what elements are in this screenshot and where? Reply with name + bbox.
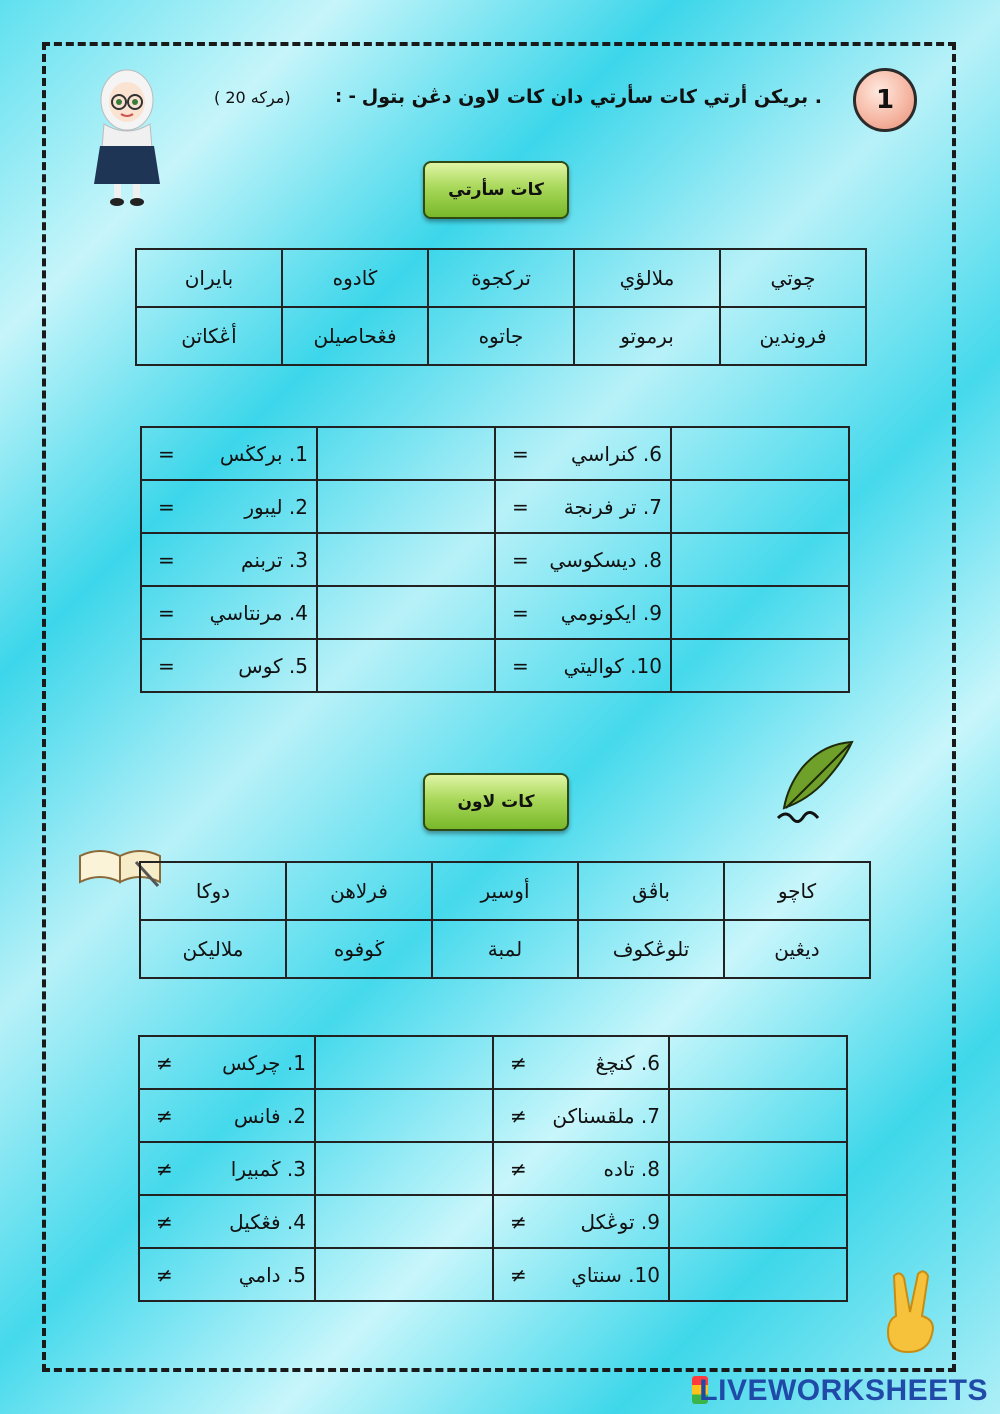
question-text: 6. کنچڠ <box>595 1050 660 1075</box>
word-bank-cell: فروندين <box>720 307 866 365</box>
answer-input-cell[interactable] <box>671 533 849 586</box>
question-text: 8. ديسکوسي <box>549 547 662 572</box>
question-cell <box>495 586 671 639</box>
question-cell <box>139 1248 315 1301</box>
not-equal-symbol: ≠ <box>510 1209 527 1234</box>
question-text: 10. سنتاي <box>571 1262 660 1287</box>
word-bank-cell: ملاليکن <box>140 920 286 978</box>
question-cell <box>139 1036 315 1089</box>
word-bank-row <box>140 920 870 978</box>
word-bank-cell: ديڠين <box>724 920 870 978</box>
question-text: 7. تر فرنجة <box>563 494 662 519</box>
question-text: 2. ليبور <box>244 494 308 519</box>
not-equal-symbol: ≠ <box>156 1156 173 1181</box>
word-bank-cell: فڠحاصيلن <box>282 307 428 365</box>
not-equal-symbol: ≠ <box>156 1103 173 1128</box>
question-cell <box>141 533 317 586</box>
not-equal-symbol: ≠ <box>156 1262 173 1287</box>
table-row <box>139 1248 847 1301</box>
equals-symbol: = <box>158 441 175 466</box>
question-cell <box>493 1036 669 1089</box>
not-equal-symbol: ≠ <box>510 1156 527 1181</box>
word-bank-cell: چوتي <box>720 249 866 307</box>
synonyms-word-bank <box>135 248 867 366</box>
equals-symbol: = <box>158 653 175 678</box>
answer-input-cell[interactable] <box>317 533 495 586</box>
table-row <box>141 427 849 480</box>
answer-input-cell[interactable] <box>669 1036 847 1089</box>
equals-symbol: = <box>158 600 175 625</box>
table-row <box>139 1142 847 1195</box>
question-text: 7. ملقسناکن <box>552 1103 660 1128</box>
not-equal-symbol: ≠ <box>156 1050 173 1075</box>
question-text: 8. تاده <box>603 1156 660 1181</box>
question-number-badge: 1 <box>853 68 917 132</box>
question-cell <box>495 427 671 480</box>
equals-symbol: = <box>512 600 529 625</box>
answer-input-cell[interactable] <box>317 586 495 639</box>
question-cell <box>141 586 317 639</box>
equals-symbol: = <box>512 494 529 519</box>
answer-input-cell[interactable] <box>671 586 849 639</box>
word-bank-row <box>136 249 866 307</box>
question-cell <box>141 427 317 480</box>
question-instruction: . بريکن أرتي کات سأرتي دان کات لاون دڠن بتول <box>361 86 822 108</box>
equals-symbol: = <box>512 547 529 572</box>
word-bank-cell: ڬوفوه <box>286 920 432 978</box>
girl-character-illustration <box>92 66 162 208</box>
question-text: 9. توڠکل <box>580 1209 660 1234</box>
word-bank-cell: فرلاهن <box>286 862 432 920</box>
question-cell <box>141 639 317 692</box>
question-text: 5. دامي <box>238 1262 306 1287</box>
table-row <box>139 1089 847 1142</box>
table-row <box>141 639 849 692</box>
question-cell <box>139 1195 315 1248</box>
word-bank-cell: دوکا <box>140 862 286 920</box>
word-bank-cell: برموتو <box>574 307 720 365</box>
antonyms-heading-button: کات لاون <box>423 773 569 831</box>
answer-input-cell[interactable] <box>317 639 495 692</box>
not-equal-symbol: ≠ <box>156 1209 173 1234</box>
answer-input-cell[interactable] <box>669 1089 847 1142</box>
word-bank-cell: ملالؤي <box>574 249 720 307</box>
answer-input-cell[interactable] <box>317 480 495 533</box>
instruction-separator: : - <box>335 86 356 107</box>
table-row <box>141 480 849 533</box>
question-text: 9. ايکونومي <box>560 600 662 625</box>
answer-input-cell[interactable] <box>671 427 849 480</box>
question-cell <box>493 1248 669 1301</box>
word-bank-cell: ترکجوة <box>428 249 574 307</box>
table-row <box>141 533 849 586</box>
answer-input-cell[interactable] <box>671 639 849 692</box>
question-cell <box>495 480 671 533</box>
question-cell <box>495 533 671 586</box>
word-bank-cell: بايران <box>136 249 282 307</box>
question-cell <box>495 639 671 692</box>
word-bank-cell: تلوڠکوف <box>578 920 724 978</box>
not-equal-symbol: ≠ <box>510 1262 527 1287</box>
antonyms-question-table <box>138 1035 848 1302</box>
question-cell <box>139 1089 315 1142</box>
answer-input-cell[interactable] <box>669 1195 847 1248</box>
question-text: 5. کوس <box>238 653 308 678</box>
antonyms-word-bank <box>139 861 871 979</box>
victory-hand-icon <box>880 1268 942 1356</box>
question-cell <box>141 480 317 533</box>
word-bank-row <box>136 307 866 365</box>
question-text: 1. برکڬس <box>219 441 308 466</box>
question-text: 10. کواليتي <box>563 653 662 678</box>
marks-label: ( 20 مرکه) <box>214 88 291 107</box>
equals-symbol: = <box>512 653 529 678</box>
question-text: 2. فانس <box>233 1103 306 1128</box>
liveworksheets-logo: LIVEWORKSHEETS <box>699 1374 988 1407</box>
answer-input-cell[interactable] <box>315 1142 493 1195</box>
answer-input-cell[interactable] <box>315 1248 493 1301</box>
answer-input-cell[interactable] <box>671 480 849 533</box>
question-cell <box>493 1089 669 1142</box>
table-row <box>139 1036 847 1089</box>
word-bank-cell: جاتوه <box>428 307 574 365</box>
answer-input-cell[interactable] <box>669 1142 847 1195</box>
answer-input-cell[interactable] <box>315 1195 493 1248</box>
synonyms-heading-button: کات سأرتي <box>423 161 569 219</box>
word-bank-cell: ڬادوه <box>282 249 428 307</box>
question-text: 3. تربنم <box>241 547 308 572</box>
answer-input-cell[interactable] <box>315 1036 493 1089</box>
word-bank-cell: لمبة <box>432 920 578 978</box>
question-text: 6. کنراسي <box>570 441 662 466</box>
question-cell <box>493 1142 669 1195</box>
word-bank-cell: باڤق <box>578 862 724 920</box>
answer-input-cell[interactable] <box>317 427 495 480</box>
equals-symbol: = <box>158 547 175 572</box>
question-text: 3. ڬمبيرا <box>230 1156 306 1181</box>
question-text: 4. مرنتاسي <box>209 600 308 625</box>
not-equal-symbol: ≠ <box>510 1050 527 1075</box>
equals-symbol: = <box>158 494 175 519</box>
table-row <box>139 1195 847 1248</box>
answer-input-cell[interactable] <box>315 1089 493 1142</box>
table-row <box>141 586 849 639</box>
word-bank-cell: کاچو <box>724 862 870 920</box>
not-equal-symbol: ≠ <box>510 1103 527 1128</box>
word-bank-cell: أڠکاتن <box>136 307 282 365</box>
question-text: 1. چرکس <box>222 1050 306 1075</box>
synonyms-question-table <box>140 426 850 693</box>
word-bank-row <box>140 862 870 920</box>
equals-symbol: = <box>512 441 529 466</box>
question-text: 4. فڠکيل <box>229 1209 306 1234</box>
answer-input-cell[interactable] <box>669 1248 847 1301</box>
question-cell <box>493 1195 669 1248</box>
question-cell <box>139 1142 315 1195</box>
feather-pen-icon <box>772 738 856 826</box>
word-bank-cell: أوسير <box>432 862 578 920</box>
